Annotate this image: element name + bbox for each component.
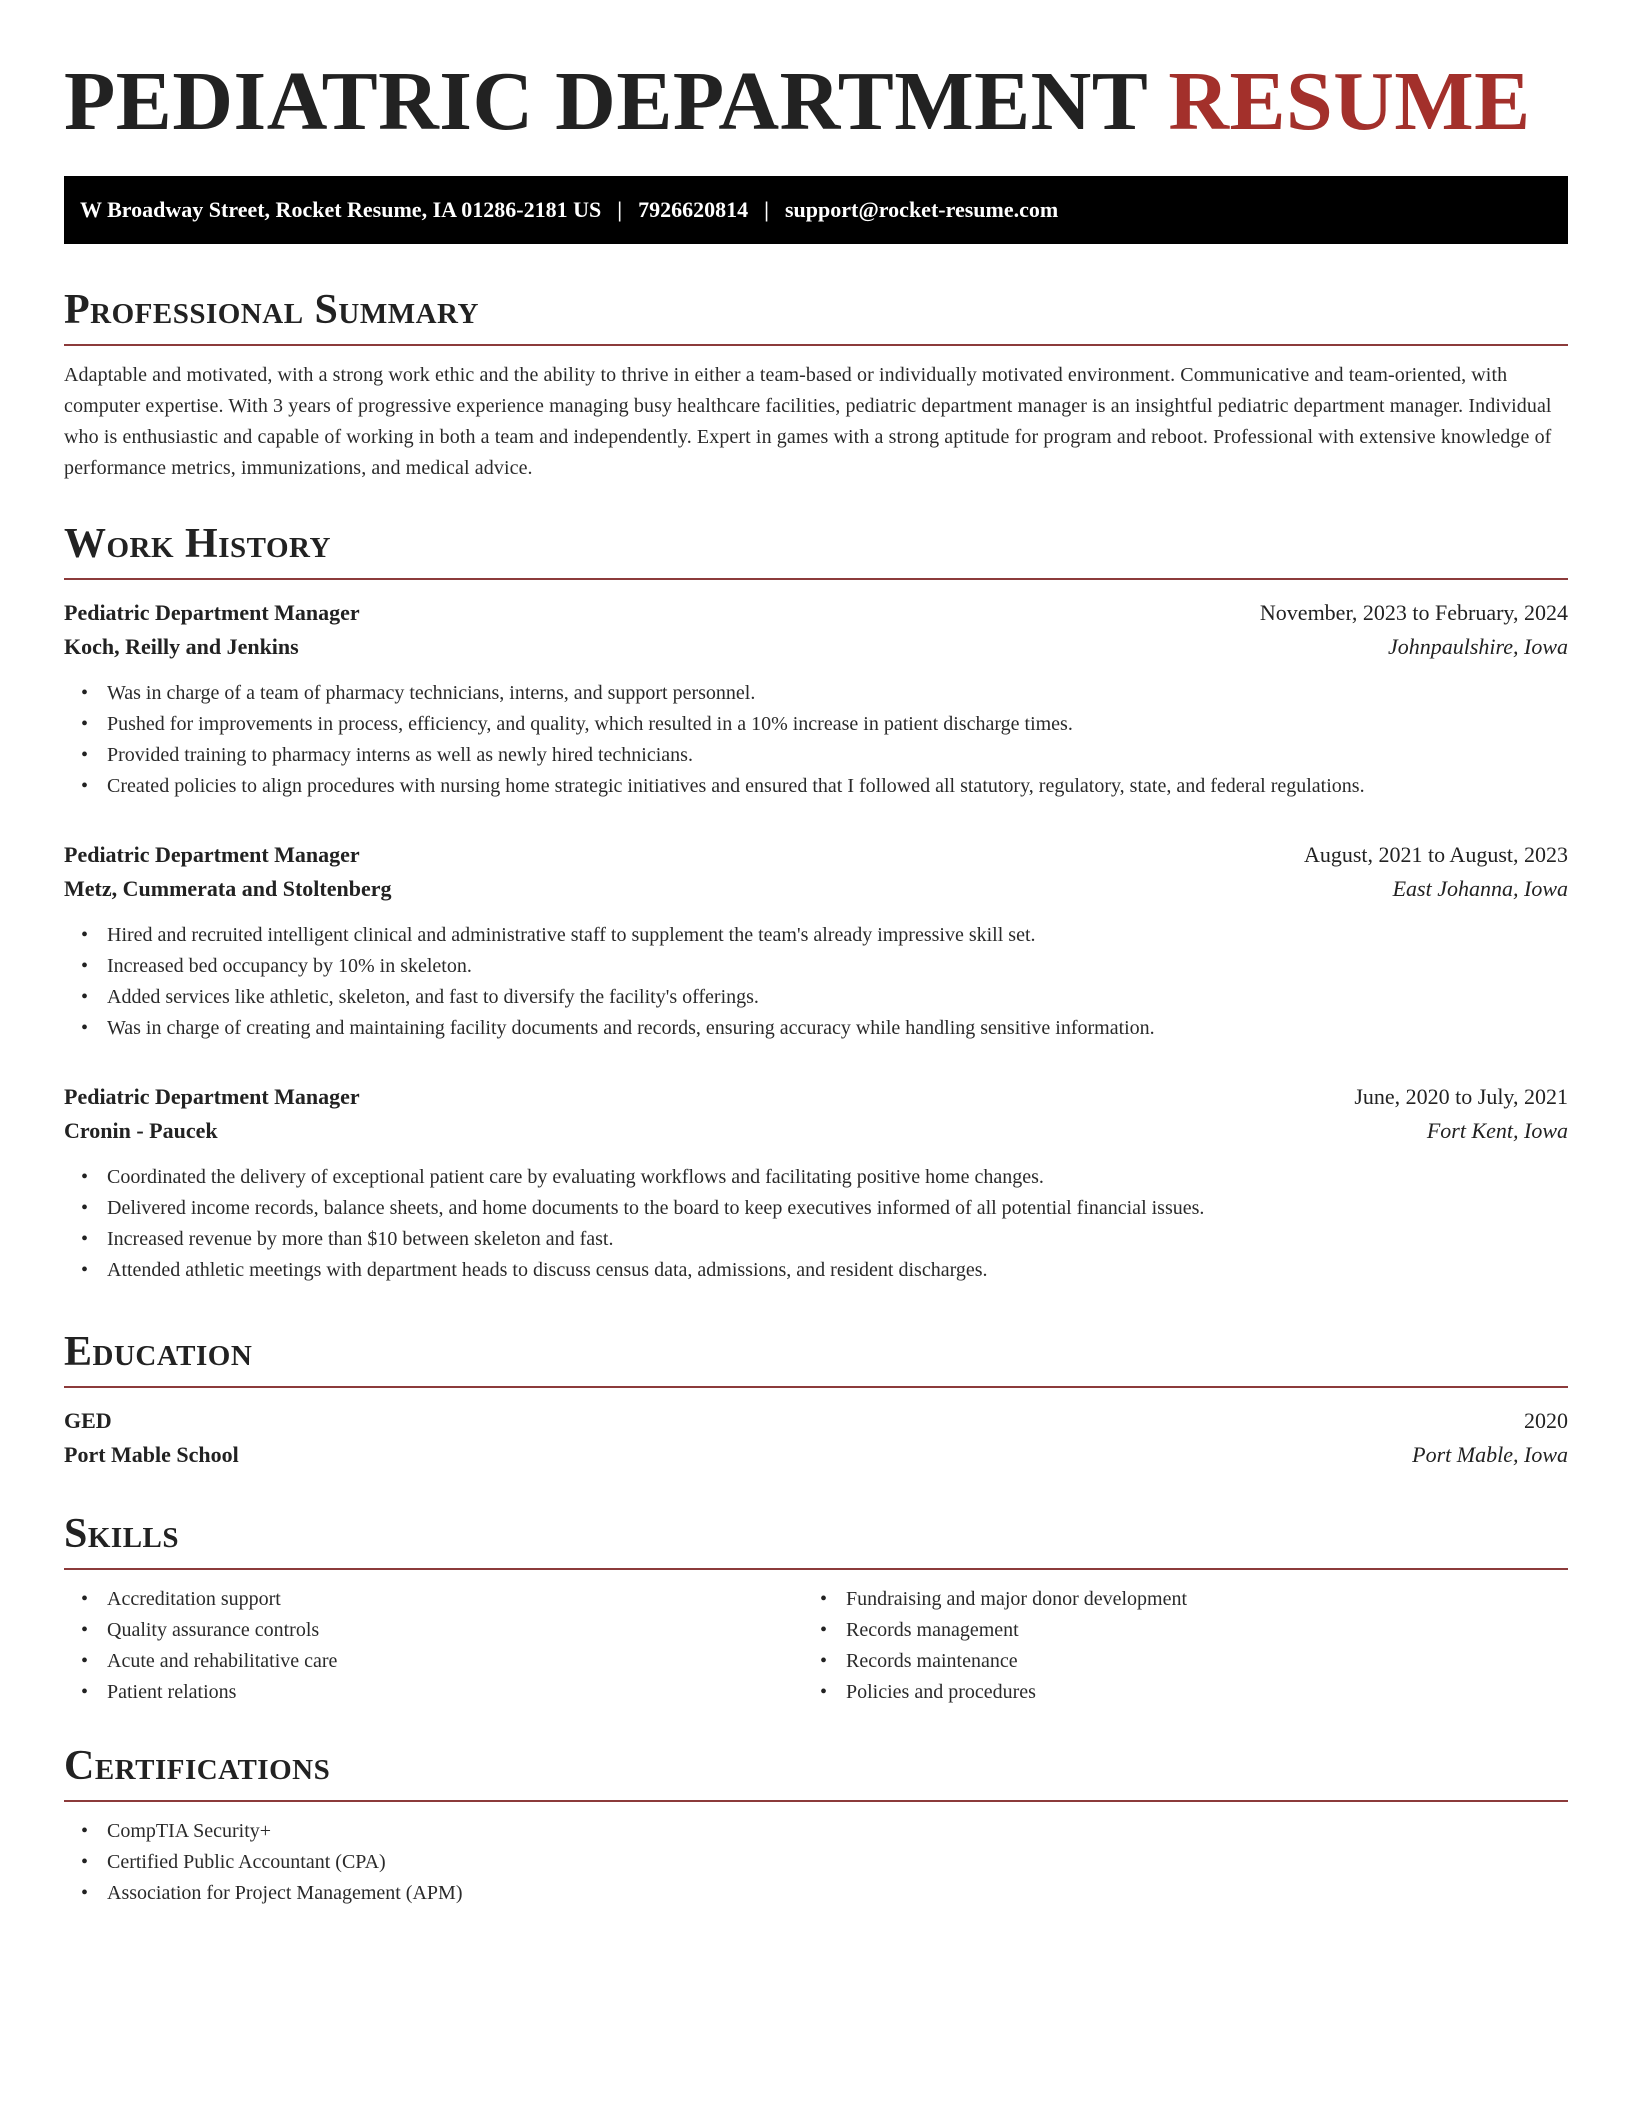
contact-email[interactable]: support@rocket-resume.com (784, 197, 1059, 222)
job-bullet: • Was in charge of a team of pharmacy technicians, interns, and support personnel. (107, 678, 1568, 709)
skills-heading: Skills (64, 1506, 1568, 1570)
education-school: Port Mable School (64, 1442, 239, 1467)
job-dates: June, 2020 to July, 2021 (1354, 1084, 1568, 1109)
education-location: Port Mable, Iowa (1412, 1442, 1568, 1467)
education-degree: GED (64, 1408, 112, 1433)
job-company-row (64, 876, 1568, 902)
job-company-row (64, 1118, 1568, 1144)
work-history-heading: Work History (64, 516, 1568, 580)
job-dates: November, 2023 to February, 2024 (1259, 600, 1568, 625)
contact-separator: | (617, 197, 623, 222)
summary-text: Adaptable and motivated, with a strong work ethic and the ability to thrive in either a team-based or individually motivated environment. Communicative and team-oriented, with computer expertise. With 3 years of progressive experience managing busy healthcare facilities, pediatric department manager is an insightful pediatric department manager. Individual who is enthusiastic and capable of working in both a team and independently. Expert in games with a strong aptitude for program and reboot. Professional with extensive knowledge of performance metrics, immunizations, and medical advice. (64, 364, 1552, 479)
job-header-row (64, 842, 1568, 868)
summary-heading: Professional Summary (64, 282, 1568, 346)
job-location: Johnpaulshire, Iowa (1387, 634, 1568, 659)
job-bullet: • Provided training to pharmacy interns as well as newly hired technicians. (107, 740, 1568, 771)
skill-item: • Records maintenance (846, 1646, 1542, 1677)
job-bullet: • Attended athletic meetings with department heads to discuss census data, admissions, and resident discharges. (107, 1255, 1568, 1286)
skill-item: • Patient relations (107, 1677, 803, 1708)
work-history-section (64, 516, 1568, 1286)
skill-item: • Policies and procedures (846, 1677, 1542, 1708)
job-company: Koch, Reilly and Jenkins (64, 634, 299, 659)
job-bullet: • Coordinated the delivery of exceptional patient care by evaluating workflows and facilitating positive home changes. (107, 1162, 1568, 1193)
certifications-section (64, 1738, 1568, 1909)
skill-item: • Acute and rehabilitative care (107, 1646, 803, 1677)
title-main: PEDIATRIC DEPARTMENT (64, 55, 1147, 148)
skills-section (64, 1506, 1568, 1708)
skills-list-left (64, 1584, 803, 1708)
education-section (64, 1324, 1568, 1468)
skill-item: • Quality assurance controls (107, 1615, 803, 1646)
certification-item: • Association for Project Management (APM) (107, 1878, 1568, 1909)
job-title: Pediatric Department Manager (64, 600, 360, 625)
certifications-heading: Certifications (64, 1738, 1568, 1802)
contact-separator: | (764, 197, 769, 222)
education-year: 2020 (1524, 1408, 1568, 1433)
job-bullet: • Increased revenue by more than $10 between skeleton and fast. (107, 1224, 1568, 1255)
education-entry (64, 1408, 1568, 1468)
education-heading: Education (64, 1324, 1568, 1388)
job-bullet: • Added services like athletic, skeleton, and fast to diversify the facility's offerings. (107, 982, 1568, 1013)
job-bullets (64, 678, 1568, 802)
job-company-row (64, 634, 1568, 660)
job-bullet: • Hired and recruited intelligent clinical and administrative staff to supplement the team's already impressive skill set. (107, 920, 1568, 951)
job-company: Cronin - Paucek (64, 1118, 218, 1143)
education-school-row (64, 1442, 1568, 1468)
skill-item: • Accreditation support (107, 1584, 803, 1615)
job-location: Fort Kent, Iowa (1426, 1118, 1568, 1143)
job-bullets (64, 1162, 1568, 1286)
job-title: Pediatric Department Manager (64, 1084, 360, 1109)
summary-section (64, 282, 1568, 484)
contact-phone[interactable]: 7926620814 (638, 197, 749, 222)
job-bullet: • Delivered income records, balance sheets, and home documents to the board to keep executives informed of all potential financial issues. (107, 1193, 1568, 1224)
job-location: East Johanna, Iowa (1392, 876, 1568, 901)
job-bullet: • Pushed for improvements in process, efficiency, and quality, which resulted in a 10% increase in patient discharge times. (107, 709, 1568, 740)
job-company: Metz, Cummerata and Stoltenberg (64, 876, 392, 901)
skill-item: • Records management (846, 1615, 1542, 1646)
job-title: Pediatric Department Manager (64, 842, 360, 867)
certification-item: • CompTIA Security+ (107, 1816, 1568, 1847)
contact-address: W Broadway Street, Rocket Resume, IA 01286-2181 US (80, 197, 602, 222)
job-dates: August, 2021 to August, 2023 (1303, 842, 1568, 867)
job-entry (64, 842, 1568, 1044)
job-bullet: • Created policies to align procedures with nursing home strategic initiatives and ensured that I followed all statutory, regulatory, state, and federal regulations. (107, 771, 1568, 802)
job-bullets (64, 920, 1568, 1044)
skills-grid (64, 1584, 1568, 1708)
job-bullet: • Increased bed occupancy by 10% in skeleton. (107, 951, 1568, 982)
job-entry (64, 600, 1568, 802)
resume-title (64, 52, 1531, 152)
skill-item: • Fundraising and major donor development (846, 1584, 1542, 1615)
education-header-row (64, 1408, 1568, 1434)
job-header-row (64, 1084, 1568, 1110)
contact-bar (64, 176, 1568, 244)
skills-list-right (803, 1584, 1542, 1708)
certification-item: • Certified Public Accountant (CPA) (107, 1847, 1568, 1878)
job-bullet: • Was in charge of creating and maintaining facility documents and records, ensuring accuracy while handling sensitive information. (107, 1013, 1568, 1044)
job-header-row (64, 600, 1568, 626)
job-entry (64, 1084, 1568, 1286)
certifications-list (64, 1816, 1568, 1909)
title-accent: RESUME (1168, 55, 1531, 148)
